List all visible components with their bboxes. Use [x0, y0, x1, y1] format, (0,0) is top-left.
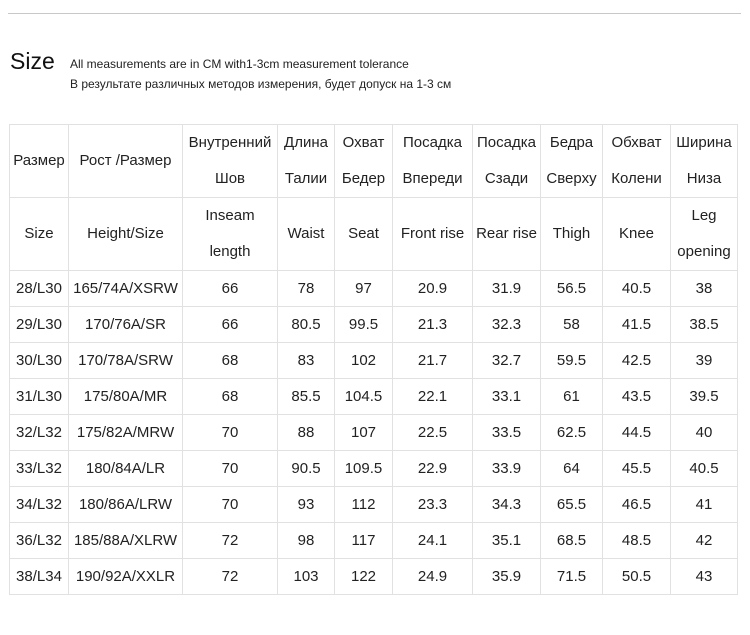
table-cell: 68.5: [541, 523, 603, 559]
header-text: Бедер: [341, 170, 386, 187]
header-cell: [335, 198, 393, 271]
table-cell: 88: [278, 415, 335, 451]
table-cell: 70: [183, 415, 278, 451]
table-cell: 29/L30: [10, 307, 69, 343]
header-text: Талии: [284, 170, 328, 187]
table-cell: 66: [183, 271, 278, 307]
table-cell: 39.5: [671, 379, 738, 415]
table-cell: 122: [335, 559, 393, 595]
table-row: [10, 379, 738, 415]
header-text: Leg: [691, 207, 717, 224]
table-cell: 22.9: [393, 451, 473, 487]
table-cell: 40.5: [671, 451, 738, 487]
header-cell: [183, 125, 278, 198]
header-cell: [541, 125, 603, 198]
header-row-en: [10, 198, 738, 271]
table-cell: 21.3: [393, 307, 473, 343]
table-cell: 180/84A/LR: [69, 451, 183, 487]
table-cell: 175/82A/MRW: [69, 415, 183, 451]
table-cell: 185/88A/XLRW: [69, 523, 183, 559]
header-text: Knee: [618, 225, 655, 242]
table-cell: 71.5: [541, 559, 603, 595]
table-row: [10, 451, 738, 487]
table-cell: 34/L32: [10, 487, 69, 523]
header-text: Ширина: [676, 134, 732, 151]
table-cell: 32/L32: [10, 415, 69, 451]
table-cell: 66: [183, 307, 278, 343]
tolerance-note-en: All measurements are in CM with1-3cm measurement tolerance: [70, 57, 409, 71]
table-cell: 61: [541, 379, 603, 415]
table-cell: 85.5: [278, 379, 335, 415]
table-cell: 33.9: [473, 451, 541, 487]
table-cell: 62.5: [541, 415, 603, 451]
header-cell: [69, 125, 183, 198]
header-cell: [183, 198, 278, 271]
header-text: Колени: [611, 170, 662, 187]
header-text: length: [209, 243, 251, 260]
header-cell: [10, 198, 69, 271]
header-text: Низа: [686, 170, 722, 187]
table-cell: 68: [183, 379, 278, 415]
header-text: Front rise: [400, 225, 465, 242]
header-text: Рост /Размер: [79, 152, 172, 169]
table-cell: 35.1: [473, 523, 541, 559]
table-cell: 44.5: [603, 415, 671, 451]
header-text: Размер: [13, 152, 65, 169]
table-cell: 64: [541, 451, 603, 487]
table-cell: 112: [335, 487, 393, 523]
header-cell: [69, 198, 183, 271]
header-text: Бедра: [549, 134, 594, 151]
table-cell: 170/78A/SRW: [69, 343, 183, 379]
header-cell: [473, 125, 541, 198]
table-cell: 43.5: [603, 379, 671, 415]
table-row: [10, 343, 738, 379]
table-cell: 180/86A/LRW: [69, 487, 183, 523]
table-cell: 109.5: [335, 451, 393, 487]
header-cell: [671, 198, 738, 271]
table-cell: 33.5: [473, 415, 541, 451]
table-row: [10, 415, 738, 451]
table-cell: 190/92A/XXLR: [69, 559, 183, 595]
table-cell: 65.5: [541, 487, 603, 523]
table-cell: 72: [183, 523, 278, 559]
table-cell: 28/L30: [10, 271, 69, 307]
header-text: Внутренний: [188, 134, 272, 151]
table-cell: 32.3: [473, 307, 541, 343]
table-cell: 90.5: [278, 451, 335, 487]
table-cell: 22.5: [393, 415, 473, 451]
table-cell: 83: [278, 343, 335, 379]
header-text: Seat: [348, 225, 379, 242]
header-text: Обхват: [611, 134, 662, 151]
table-cell: 33/L32: [10, 451, 69, 487]
table-cell: 97: [335, 271, 393, 307]
table-cell: 36/L32: [10, 523, 69, 559]
table-cell: 98: [278, 523, 335, 559]
header-text: Waist: [287, 225, 325, 242]
header-text: Впереди: [402, 170, 463, 187]
table-cell: 32.7: [473, 343, 541, 379]
top-divider: [8, 13, 741, 14]
table-cell: 33.1: [473, 379, 541, 415]
table-cell: 107: [335, 415, 393, 451]
header-text: Inseam: [205, 207, 255, 224]
header-text: Сверху: [546, 170, 597, 187]
header-text: Size: [24, 225, 54, 242]
table-cell: 24.9: [393, 559, 473, 595]
table-cell: 42: [671, 523, 738, 559]
page-title: Size: [10, 48, 55, 74]
header-text: Height/Size: [87, 225, 164, 242]
table-cell: 68: [183, 343, 278, 379]
header-cell: [603, 198, 671, 271]
header-text: Шов: [214, 170, 246, 187]
header-cell: [541, 198, 603, 271]
table-cell: 40.5: [603, 271, 671, 307]
table-cell: 43: [671, 559, 738, 595]
header-text: Охват: [342, 134, 385, 151]
table-cell: 58: [541, 307, 603, 343]
header-text: Посадка: [477, 134, 536, 151]
table-cell: 72: [183, 559, 278, 595]
table-cell: 24.1: [393, 523, 473, 559]
table-cell: 41: [671, 487, 738, 523]
table-cell: 78: [278, 271, 335, 307]
table-cell: 102: [335, 343, 393, 379]
header-cell: [335, 125, 393, 198]
table-row: [10, 271, 738, 307]
header-cell: [393, 125, 473, 198]
header-text: Rear rise: [476, 225, 537, 242]
table-cell: 46.5: [603, 487, 671, 523]
table-cell: 104.5: [335, 379, 393, 415]
table-cell: 117: [335, 523, 393, 559]
table-cell: 70: [183, 487, 278, 523]
header-cell: [603, 125, 671, 198]
header-text: Посадка: [403, 134, 462, 151]
table-cell: 165/74A/XSRW: [69, 271, 183, 307]
table-cell: 20.9: [393, 271, 473, 307]
header-cell: [393, 198, 473, 271]
table-row: [10, 487, 738, 523]
table-cell: 50.5: [603, 559, 671, 595]
table-cell: 41.5: [603, 307, 671, 343]
table-row: [10, 307, 738, 343]
size-chart-table: [9, 124, 738, 595]
table-cell: 103: [278, 559, 335, 595]
table-cell: 59.5: [541, 343, 603, 379]
header-cell: [671, 125, 738, 198]
table-cell: 42.5: [603, 343, 671, 379]
table-cell: 38: [671, 271, 738, 307]
table-cell: 31.9: [473, 271, 541, 307]
header-text: Длина: [284, 134, 328, 151]
table-cell: 45.5: [603, 451, 671, 487]
table-cell: 23.3: [393, 487, 473, 523]
table-cell: 38/L34: [10, 559, 69, 595]
header-text: opening: [677, 243, 731, 260]
table-cell: 170/76A/SR: [69, 307, 183, 343]
table-cell: 99.5: [335, 307, 393, 343]
header-cell: [278, 125, 335, 198]
table-cell: 34.3: [473, 487, 541, 523]
tolerance-note-ru: В результате различных методов измерения, будет допуск на 1-3 см: [70, 77, 452, 91]
header-cell: [278, 198, 335, 271]
table-cell: 48.5: [603, 523, 671, 559]
table-row: [10, 559, 738, 595]
table-cell: 30/L30: [10, 343, 69, 379]
header-row-ru: [10, 125, 738, 198]
table-row: [10, 523, 738, 559]
table-cell: 175/80A/MR: [69, 379, 183, 415]
header-text: Thigh: [552, 225, 591, 242]
table-cell: 35.9: [473, 559, 541, 595]
table-cell: 70: [183, 451, 278, 487]
table-cell: 31/L30: [10, 379, 69, 415]
table-cell: 21.7: [393, 343, 473, 379]
header-cell: [473, 198, 541, 271]
table-cell: 39: [671, 343, 738, 379]
table-cell: 93: [278, 487, 335, 523]
table-cell: 38.5: [671, 307, 738, 343]
table-cell: 40: [671, 415, 738, 451]
table-cell: 22.1: [393, 379, 473, 415]
table-cell: 80.5: [278, 307, 335, 343]
table-cell: 56.5: [541, 271, 603, 307]
header-text: Сзади: [484, 170, 529, 187]
header-cell: [10, 125, 69, 198]
